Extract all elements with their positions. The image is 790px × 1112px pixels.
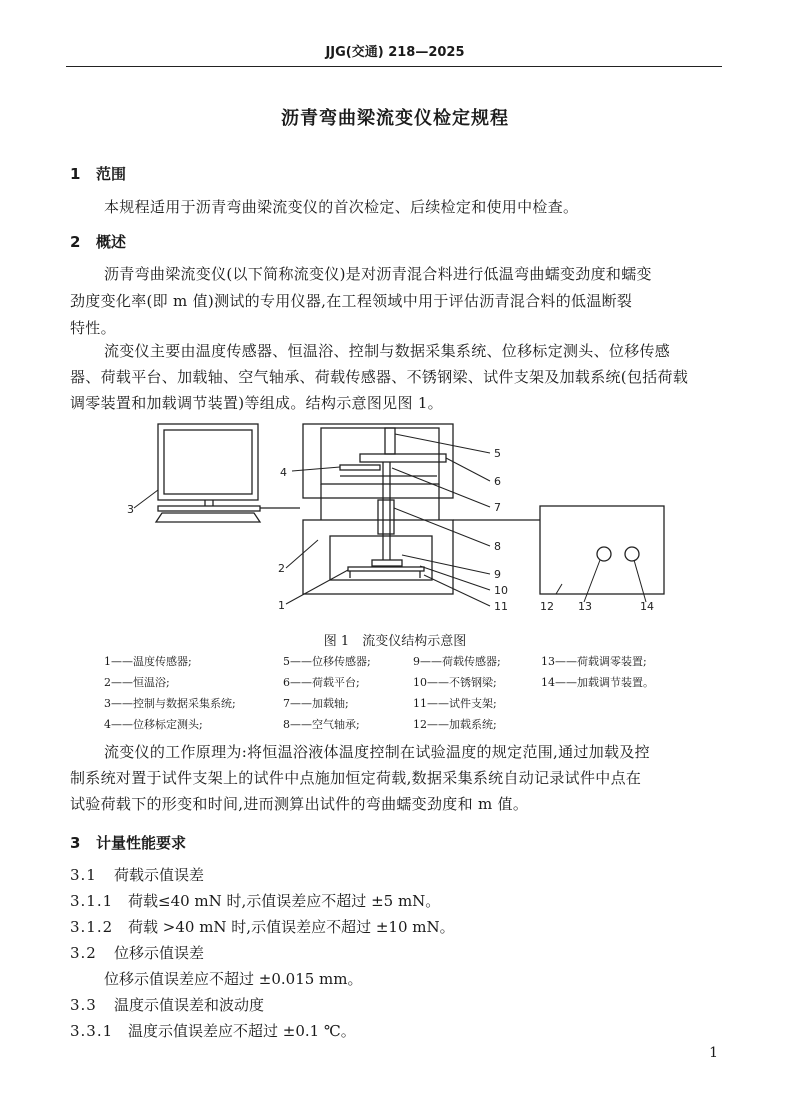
legend-item: 10——不锈钢梁; [413,676,497,689]
clause-number: 3.3 [70,996,97,1014]
callout-1: 1 [278,599,285,612]
load-platform [360,454,446,462]
clause-text: 荷载示值误差 [114,866,205,884]
legend-item: 8——空气轴承; [283,718,360,731]
section-title: 概述 [96,233,127,251]
clause-text: 荷载 >40 mN 时,示值误差应不超过 ±10 mN。 [128,918,455,936]
loading-system [540,506,664,594]
clause-text: 荷载≤40 mN 时,示值误差应不超过 ±5 mN。 [128,892,441,910]
zero-adjust-knob [597,547,611,561]
section-title: 范围 [96,165,127,183]
paragraph-line: 制系统对置于试件支架上的试件中点施加恒定荷载,数据采集系统自动记录试件中点在 [70,769,642,787]
clause-text: 位移示值误差 [114,944,205,962]
clause-number: 3.1.1 [70,892,114,910]
callout-8: 8 [494,540,501,553]
clause-item [70,890,440,911]
section-1-text: 本规程适用于沥青弯曲梁流变仪的首次检定、后续检定和使用中检查。 [104,198,579,216]
figure-caption: 图 1 流变仪结构示意图 [323,634,467,649]
callout-4: 4 [280,466,287,479]
legend-item: 9——荷载传感器; [413,655,501,668]
callout-10: 10 [494,584,508,597]
section-number: 2 [70,233,81,251]
clause-item [70,864,204,885]
clause-item [70,1020,356,1041]
clause-item [70,994,264,1015]
clause-item [70,942,204,963]
keyboard-icon [156,513,260,522]
callout-5: 5 [494,447,501,460]
legend-item: 3——控制与数据采集系统; [104,697,236,710]
load-adjust-knob [625,547,639,561]
section-title: 计量性能要求 [96,834,187,852]
clause-item [104,968,363,989]
page-header: JJG(交通) 218—2025 [325,45,465,60]
paragraph-line: 特性。 [70,319,116,337]
section-number: 1 [70,165,81,183]
document-title: 沥青弯曲梁流变仪检定规程 [281,108,509,129]
clause-number: 3.1.2 [70,918,114,936]
callout-6: 6 [494,475,501,488]
callout-12: 12 [540,600,554,613]
callout-13: 13 [578,600,592,613]
callout-11: 11 [494,600,508,613]
paragraph-line: 器、荷载平台、加载轴、空气轴承、荷载传感器、不锈钢梁、试件支架及加载系统(包括荷载 [70,368,689,386]
clause-number: 3.1 [70,866,97,884]
paragraph-line: 调零装置和加载调节装置)等组成。结构示意图见图 1。 [70,394,443,412]
header-rule [66,66,722,67]
clause-text: 温度示值误差应不超过 ±0.1 ℃。 [128,1022,356,1040]
callout-14: 14 [640,600,654,613]
monitor-icon [158,424,258,500]
callout-7: 7 [494,501,501,514]
paragraph-line: 流变仪的工作原理为:将恒温浴液体温度控制在试验温度的规定范围,通过加载及控 [104,743,650,761]
callout-9: 9 [494,568,501,581]
page-number: 1 [709,1045,718,1061]
legend-item: 12——加载系统; [413,718,497,731]
callout-2: 2 [278,562,285,575]
clause-text: 位移示值误差应不超过 ±0.015 mm。 [104,970,363,988]
legend-item: 7——加载轴; [283,697,349,710]
air-bearing [378,500,394,534]
legend-item: 5——位移传感器; [283,655,371,668]
paragraph-line: 劲度变化率(即 m 值)测试的专用仪器,在工程领域中用于评估沥青混合料的低温断裂 [70,292,633,310]
legend-item: 14——加载调节装置。 [541,676,654,689]
paragraph-line: 试验荷载下的形变和时间,进而测算出试件的弯曲蠕变劲度和 m 值。 [70,795,529,813]
legend-item: 1——温度传感器; [104,655,192,668]
clause-number: 3.2 [70,944,97,962]
section-3-heading [70,832,186,853]
legend-item: 13——荷载调零装置; [541,655,647,668]
clause-text: 温度示值误差和波动度 [114,996,265,1014]
clause-item [70,916,455,937]
section-2-heading [70,231,126,252]
load-frame [303,424,453,498]
paragraph-line: 流变仪主要由温度传感器、恒温浴、控制与数据采集系统、位移标定测头、位移传感 [104,342,671,360]
section-number: 3 [70,834,81,852]
callout-3: 3 [127,503,134,516]
clause-number: 3.3.1 [70,1022,114,1040]
legend-item: 11——试件支架; [413,697,497,710]
structure-diagram [110,418,680,618]
section-1-heading [70,163,126,184]
paragraph-line: 沥青弯曲梁流变仪(以下简称流变仪)是对沥青混合料进行低温弯曲蠕变劲度和蠕变 [104,265,652,283]
legend-item: 2——恒温浴; [104,676,170,689]
legend-item: 6——荷载平台; [283,676,360,689]
legend-item: 4——位移标定测头; [104,718,203,731]
